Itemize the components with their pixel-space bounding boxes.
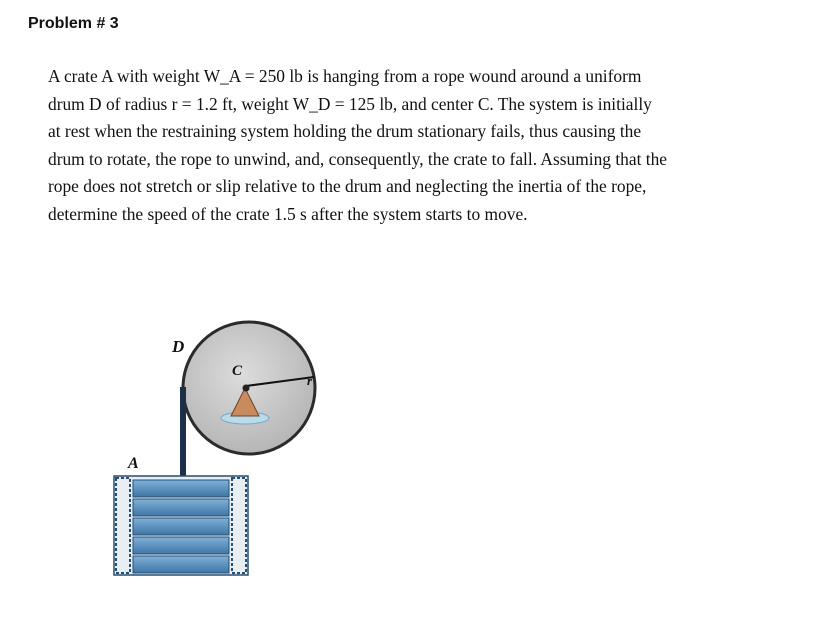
rope [180,387,186,479]
problem-line-2: drum D of radius r = 1.2 ft, weight W_D = 125 lb, and center C. The system is initially [48,93,652,114]
drum-label: D [172,337,185,356]
problem-line-6: determine the speed of the crate 1.5 s after the system starts to move. [48,203,528,224]
problem-line-4: drum to rotate, the rope to unwind, and, consequently, the crate to fall. Assuming that the [48,148,667,169]
crate-slat [133,480,229,497]
center-pin [243,385,250,392]
crate-label: A [128,455,139,472]
problem-line-1: A crate A with weight W_A = 250 lb is hanging from a rope wound around a uniform [48,66,642,86]
center-label: C [232,363,243,379]
problem-line-3: at rest when the restraining system holding the drum stationary fails, thus causing the [48,121,642,142]
problem-line-5: rope does not stretch or slip relative to the drum and neglecting the inertia of the rope, [48,176,647,197]
problem-title: Problem # 3 [28,15,119,32]
drum-crate-figure [100,315,340,590]
crate-slat [133,556,229,573]
crate-slat [133,537,229,554]
crate-slat [133,499,229,516]
figure-drawing [100,315,340,585]
radius-label: r [307,373,313,388]
problem-statement [48,63,816,229]
crate-slat [133,518,229,535]
